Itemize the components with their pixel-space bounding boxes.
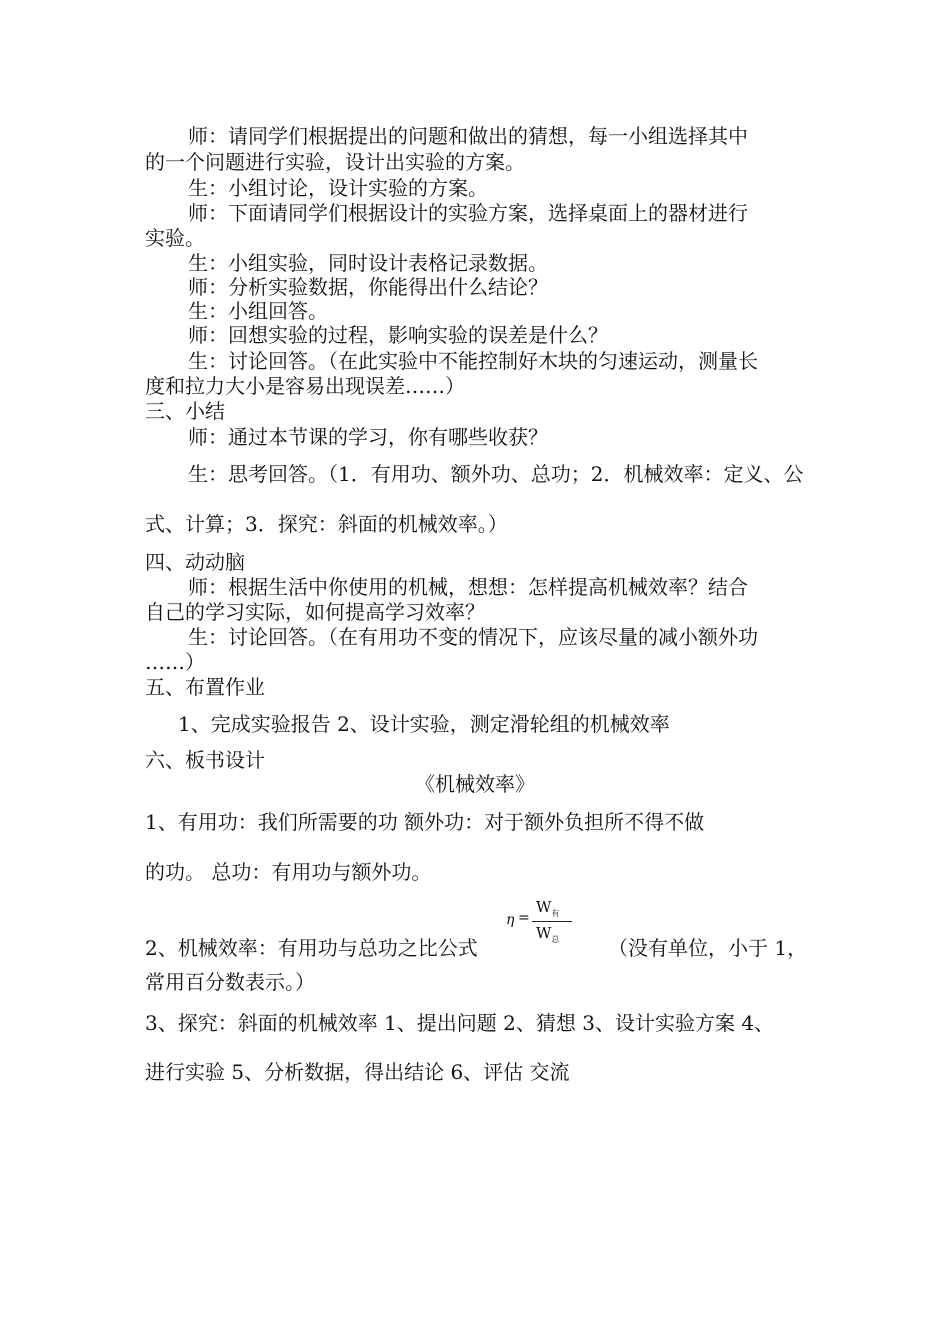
- board-title: 《机械效率》: [415, 772, 535, 796]
- section-heading: 六、板书设计: [145, 748, 265, 772]
- text-line: 生：讨论回答。（在有用功不变的情况下，应该尽量的减小额外功: [188, 625, 758, 649]
- text-line: 生：思考回答。（1．有用功、额外功、总功；2．机械效率：定义、公: [188, 462, 804, 486]
- text-line: 生：小组实验，同时设计表格记录数据。: [188, 251, 548, 275]
- text-line: 师：通过本节课的学习，你有哪些收获？: [188, 425, 548, 449]
- text-line: 师：回想实验的过程，影响实验的误差是什么？: [188, 323, 608, 347]
- text-line: 常用百分数表示。）: [145, 970, 315, 994]
- text-line: 1、有用功：我们所需要的功 额外功：对于额外负担所不得不做: [145, 810, 705, 834]
- text-line: 1、完成实验报告 2、设计实验，测定滑轮组的机械效率: [178, 712, 670, 736]
- formula-numerator: $W_有$: [536, 898, 560, 918]
- text-line: 生：小组回答。: [188, 299, 328, 323]
- text-line: 的功。 总功：有用功与额外功。: [145, 860, 432, 884]
- text-line: 2、机械效率：有用功与总功之比公式: [145, 936, 478, 960]
- text-line: 式、计算；3．探究：斜面的机械效率。）: [145, 512, 508, 536]
- formula-denominator: $W_总$: [536, 924, 560, 944]
- efficiency-formula: [506, 898, 572, 948]
- text-line: ……）: [145, 650, 205, 674]
- text-line: 3、探究：斜面的机械效率 1、提出问题 2、猜想 3、设计实验方案 4、: [145, 1011, 775, 1035]
- text-line: 度和拉力大小是容易出现误差……）: [145, 374, 465, 398]
- text-line: 自己的学习实际，如何提高学习效率？: [145, 600, 485, 624]
- formula-eta: η: [506, 912, 515, 928]
- text-line: 师：分析实验数据，你能得出什么结论？: [188, 275, 548, 299]
- text-line: 师：根据生活中你使用的机械，想想：怎样提高机械效率？结合: [188, 575, 748, 599]
- text-line: 生：小组讨论，设计实验的方案。: [188, 176, 488, 200]
- section-heading: 四、动动脑: [145, 550, 245, 574]
- text-line: 生：讨论回答。（在此实验中不能控制好木块的匀速运动，测量长: [188, 349, 758, 373]
- text-line: 师：下面请同学们根据设计的实验方案，选择桌面上的器材进行: [188, 201, 748, 225]
- text-line: 进行实验 5、分析数据，得出结论 6、评估 交流: [145, 1060, 570, 1084]
- section-heading: 五、布置作业: [145, 675, 265, 699]
- text-line: 师：请同学们根据提出的问题和做出的猜想，每一小组选择其中: [188, 124, 748, 148]
- text-line: 的一个问题进行实验，设计出实验的方案。: [145, 150, 525, 174]
- text-line: 实验。: [145, 226, 205, 250]
- formula-equals: =: [518, 910, 530, 926]
- fraction-bar: [532, 921, 572, 922]
- section-heading: 三、小结: [145, 399, 225, 423]
- text-line: （没有单位，小于 1，: [608, 936, 808, 960]
